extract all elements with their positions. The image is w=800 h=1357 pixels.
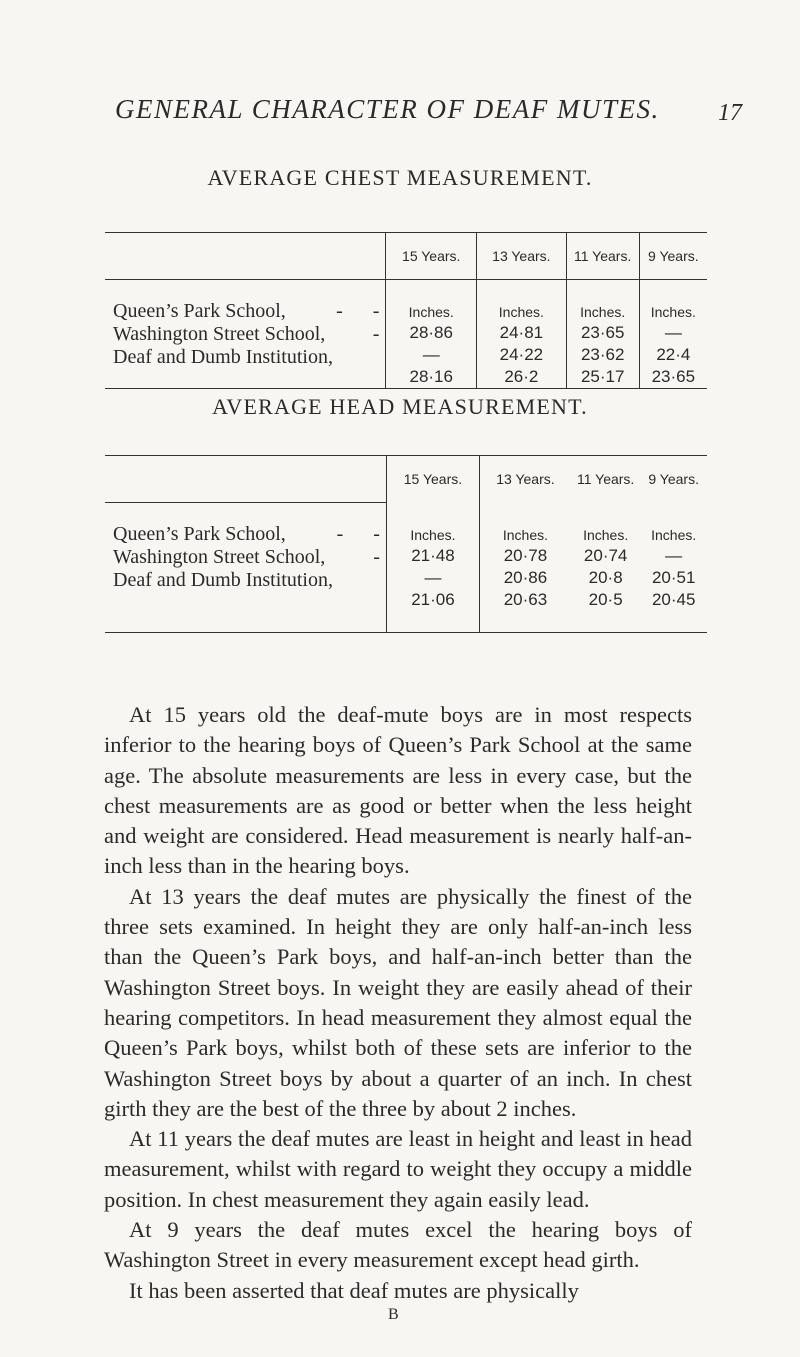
chest-table-header-row [105,233,707,280]
head-table-header-row [105,456,707,503]
chest-table-title: AVERAGE CHEST MEASUREMENT. [207,165,593,190]
head-col-15: 15 Years. [386,456,479,503]
chest-table-body [105,280,707,389]
head-col-13: 13 Years. [479,456,571,503]
head-table-label-header [105,456,386,503]
table-row-label: Deaf and Dumb Institution, [113,346,333,368]
paragraph: At 15 years old the deaf-mute boys are in most respects inferior to the hearing boys of Queen’s Park School at the same age. The absolute measurements are less in every case, but the chest measurements are as good or better when the less height and weight are considered. Head measurement is nearly half-an-inch less than in the hearing boys. [104,702,692,879]
table-row-label: Queen’s Park School, - - [113,523,380,545]
paragraph: At 13 years the deaf mutes are physically the finest of the three sets examined. In height they are only half-an-inch less than the Queen’s Park boys, and half-an-inch better than the Washington Street boys. In weight they are easily ahead of their hearing competitors. In head measurement they almost equal the Queen’s Park boys, whilst both of these sets are inferior to the Washington Street boys by about a quarter of an inch. In chest girth they are the best of the three by about 2 inches. [104,883,692,1121]
chest-values-9: Inches. — 22·4 23·65 [639,280,707,389]
paragraph: It has been asserted that deaf mutes are physically [129,1277,579,1303]
chest-col-11: 11 Years. [566,233,639,280]
head-table [105,455,707,633]
head-table-body [105,503,707,633]
page-number: 17 [718,100,742,126]
chest-values-15: Inches. 28·86 — 28·16 [386,280,477,389]
paragraph: At 9 years the deaf mutes excel the hearing boys of Washington Street in every measurement except head girth. [104,1217,692,1273]
head-values-15: Inches. 21·48 — 21·06 [386,503,479,633]
chest-table-label-header [105,233,386,280]
table-row-label: Deaf and Dumb Institution, [113,569,333,591]
head-col-9: 9 Years. [648,471,699,488]
table-row-label: Queen’s Park School, - - [113,300,380,322]
chest-values-11: Inches. 23·65 23·62 25·17 [566,280,639,389]
head-values-9: Inches. — 20·51 20·45 [651,526,697,609]
body-text [104,700,692,1306]
head-table-title: AVERAGE HEAD MEASUREMENT. [212,394,588,419]
chest-col-15: 15 Years. [386,233,477,280]
chest-col-13: 13 Years. [477,233,567,280]
running-head: GENERAL CHARACTER OF DEAF MUTES. [115,94,660,124]
chest-row-labels [105,280,386,389]
head-values-13: Inches. 20·78 20·86 20·63 [479,503,571,633]
chest-values-13: Inches. 24·81 24·22 26·2 [477,280,567,389]
head-row-labels [105,503,386,633]
table-row-label: Washington Street School, - [113,323,380,345]
signature-mark: B [388,1306,399,1323]
paragraph: At 11 years the deaf mutes are least in height and least in head measurement, whilst with regard to weight they occupy a middle position. In chest measurement they again easily lead. [104,1126,692,1212]
chest-table [105,232,707,389]
chest-col-9: 9 Years. [639,233,707,280]
head-values-11: Inches. 20·74 20·8 20·5 [583,526,629,609]
head-col-11: 11 Years. [576,471,635,488]
table-row-label: Washington Street School, - [113,546,380,568]
